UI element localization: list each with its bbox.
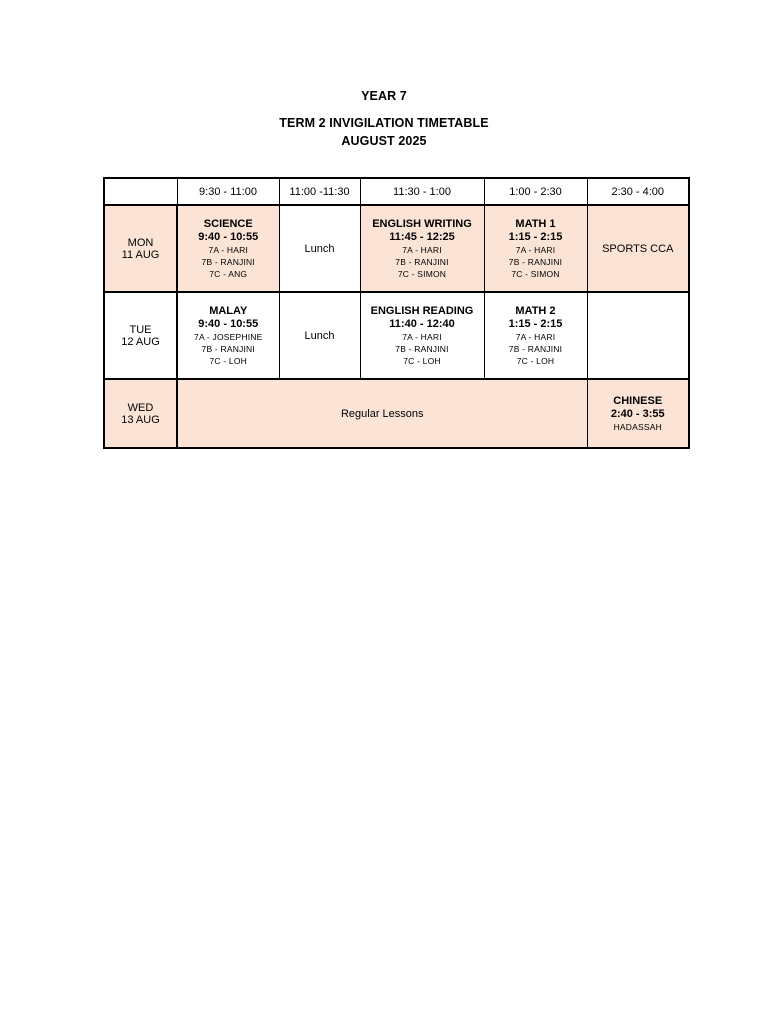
invigilation-timetable xyxy=(103,177,690,449)
exam-subject: ENGLISH WRITING xyxy=(372,217,472,230)
activity-cell-sports-cca: SPORTS CCA xyxy=(587,205,689,292)
invigilator: 7C - LOH xyxy=(403,355,441,366)
invigilator: HADASSAH xyxy=(613,421,662,432)
exam-time: 1:15 - 2:15 xyxy=(508,230,563,243)
day-name: TUE xyxy=(129,323,152,336)
invigilator: 7B - RANJINI xyxy=(201,343,255,354)
invigilator: 7A - HARI xyxy=(515,244,556,255)
invigilator: 7A - JOSEPHINE xyxy=(194,331,263,342)
day-cell xyxy=(104,379,177,448)
exam-subject: CHINESE xyxy=(613,394,663,407)
header-row xyxy=(104,178,689,205)
day-date: 13 AUG xyxy=(121,413,160,426)
exam-subject: SCIENCE xyxy=(203,217,253,230)
exam-cell-chinese xyxy=(587,379,689,448)
day-date: 12 AUG xyxy=(121,335,160,348)
page-subtitle-month: AUGUST 2025 xyxy=(341,134,427,148)
exam-time: 9:40 - 10:55 xyxy=(198,317,259,330)
column-header: 11:30 - 1:00 xyxy=(360,178,484,205)
empty-cell xyxy=(587,292,689,379)
page-heading-year: YEAR 7 xyxy=(361,89,407,103)
exam-cell-math-2 xyxy=(484,292,587,379)
invigilator: 7B - RANJINI xyxy=(508,343,563,354)
column-header: 1:00 - 2:30 xyxy=(484,178,587,205)
table-row-tue xyxy=(104,292,689,379)
lunch-cell: Lunch xyxy=(279,205,360,292)
invigilator: 7C - ANG xyxy=(209,268,248,279)
exam-cell-malay xyxy=(177,292,279,379)
exam-time: 11:40 - 12:40 xyxy=(389,317,455,330)
invigilator: 7B - RANJINI xyxy=(508,256,563,267)
column-header: 11:00 -11:30 xyxy=(279,178,360,205)
regular-lessons-cell: Regular Lessons xyxy=(177,379,587,448)
exam-cell-english-writing xyxy=(360,205,484,292)
exam-time: 2:40 - 3:55 xyxy=(610,407,665,420)
invigilator: 7A - HARI xyxy=(402,331,442,342)
exam-cell-science xyxy=(177,205,279,292)
exam-time: 9:40 - 10:55 xyxy=(198,230,259,243)
column-header: 9:30 - 11:00 xyxy=(177,178,279,205)
exam-subject: ENGLISH READING xyxy=(370,304,474,317)
exam-subject: MATH 2 xyxy=(515,304,556,317)
invigilator: 7C - SIMON xyxy=(511,268,560,279)
invigilator: 7C - SIMON xyxy=(397,268,447,279)
lunch-cell: Lunch xyxy=(279,292,360,379)
exam-subject: MALAY xyxy=(209,304,248,317)
exam-time: 11:45 - 12:25 xyxy=(389,230,455,243)
day-name: WED xyxy=(127,401,154,414)
invigilator: 7A - HARI xyxy=(208,244,249,255)
invigilator: 7B - RANJINI xyxy=(201,256,255,267)
exam-subject: MATH 1 xyxy=(515,217,556,230)
day-date: 11 AUG xyxy=(121,248,160,261)
day-cell xyxy=(104,205,177,292)
exam-cell-english-reading xyxy=(360,292,484,379)
invigilator: 7A - HARI xyxy=(402,244,442,255)
invigilator: 7A - HARI xyxy=(515,331,556,342)
invigilator: 7C - LOH xyxy=(209,355,247,366)
invigilator: 7C - LOH xyxy=(516,355,555,366)
exam-time: 1:15 - 2:15 xyxy=(508,317,563,330)
day-name: MON xyxy=(127,236,154,249)
day-cell xyxy=(104,292,177,379)
header-corner xyxy=(104,178,177,205)
table-row-wed xyxy=(104,379,689,448)
page-title: TERM 2 INVIGILATION TIMETABLE xyxy=(279,116,489,130)
invigilator: 7B - RANJINI xyxy=(395,256,449,267)
invigilator: 7B - RANJINI xyxy=(395,343,449,354)
table-row-mon xyxy=(104,205,689,292)
column-header: 2:30 - 4:00 xyxy=(587,178,689,205)
exam-cell-math-1 xyxy=(484,205,587,292)
